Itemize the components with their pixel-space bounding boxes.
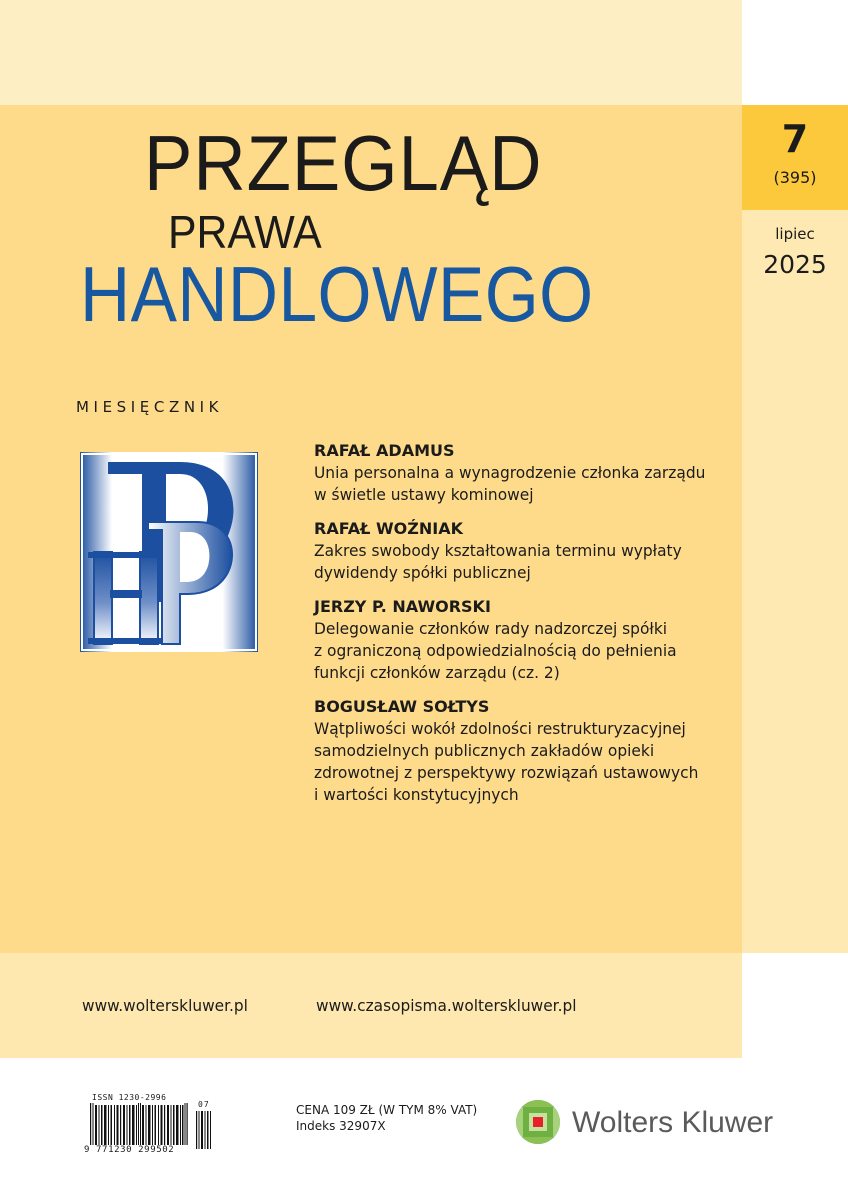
barcode-number: 9 771230 299502 [84,1145,175,1155]
journals-website-link[interactable]: www.czasopisma.wolterskluwer.pl [316,996,577,1015]
article-1 [314,440,742,506]
article-author: BOGUSŁAW SOŁTYS [314,697,490,716]
article-author: RAFAŁ WOŹNIAK [314,519,463,538]
article-2 [314,518,742,584]
article-title-line: z ograniczoną odpowiedzialnością do pełnienia [314,641,677,660]
article-title-line: samodzielnych publicznych zakładów opieki [314,741,655,760]
top-strip [0,0,742,105]
article-title-line: Zakres swobody kształtowania terminu wypłaty [314,541,682,560]
frequency-label: MIESIĘCZNIK [76,398,224,416]
article-3 [314,596,742,684]
title-handlowego: HANDLOWEGO [80,250,594,338]
title-prawa: PRAWA [168,206,322,258]
publisher-name: Wolters Kluwer [572,1106,774,1139]
index-label: Indeks 32907X [296,1119,386,1133]
article-title-line: i wartości konstytucyjnych [314,785,519,804]
publisher-website-link[interactable]: www.wolterskluwer.pl [82,996,248,1015]
article-title-line: w świetle ustawy kominowej [314,485,534,504]
price-label: CENA 109 ZŁ (W TYM 8% VAT) [296,1103,478,1117]
article-title-line: Wątpliwości wokół zdolności restrukturyzacyjnej [314,719,686,738]
issue-number: 7 [781,117,809,161]
article-title-line: funkcji członków zarządu (cz. 2) [314,663,560,682]
articles-list [314,440,742,818]
article-title-line: Unia personalna a wynagrodzenie członka zarządu [314,463,706,482]
side-column [742,210,848,953]
title-przeglad: PRZEGLĄD [144,119,543,207]
article-title-line: dywidendy spółki publicznej [314,563,531,582]
article-author: JERZY P. NAWORSKI [314,597,491,616]
issue-year: 2025 [763,250,827,279]
pph-monogram-logo-icon [80,452,258,652]
article-title-line: Delegowanie członków rady nadzorczej spółki [314,619,668,638]
article-4 [314,696,742,806]
issue-total-number: (395) [773,168,817,187]
issue-month: lipiec [775,225,815,243]
wolters-kluwer-globe-icon [515,1099,565,1149]
barcode-addon-number: 07 [198,1100,210,1109]
price-info [296,1102,477,1134]
issn-label: ISSN 1230-2996 [92,1093,167,1102]
article-title-line: zdrowotnej z perspektywy rozwiązań ustawowych [314,763,699,782]
issn-barcode [84,1093,220,1157]
article-author: RAFAŁ ADAMUS [314,441,455,460]
